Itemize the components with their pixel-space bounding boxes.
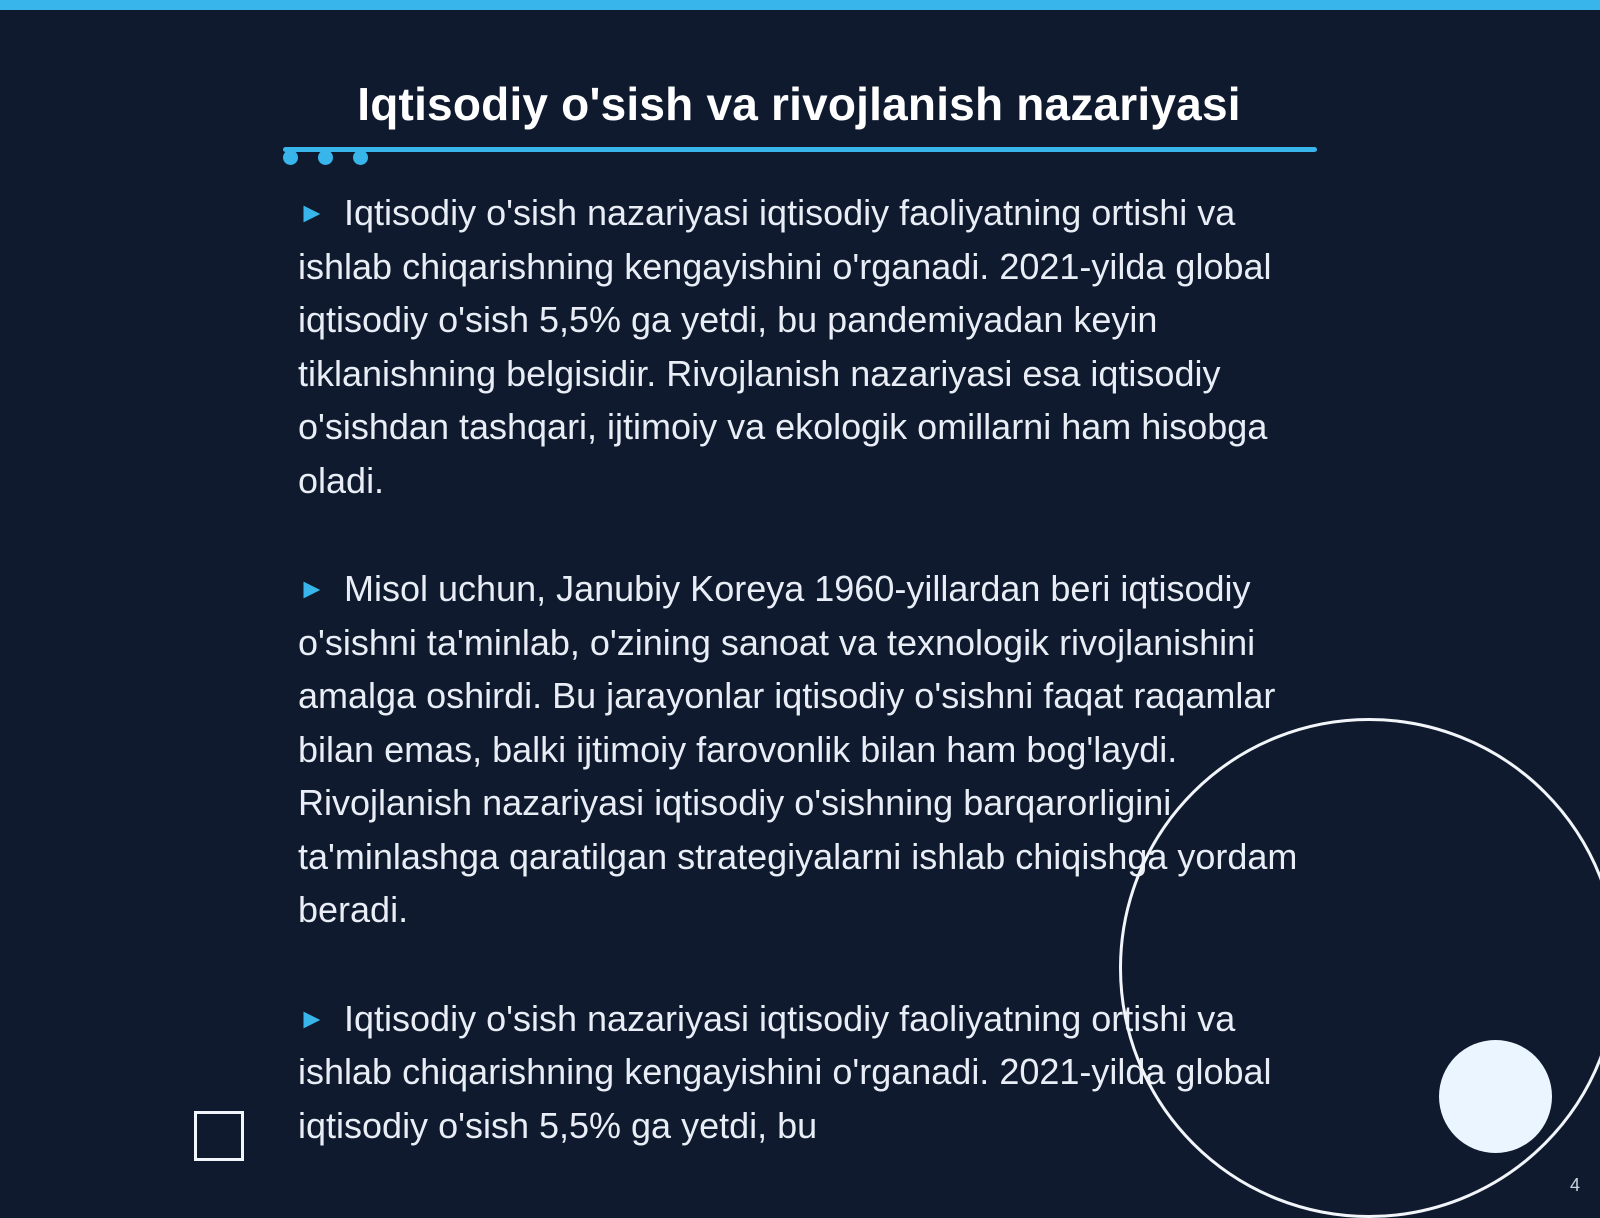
bullet-arrow-icon: ►	[298, 197, 326, 228]
slide-title: Iqtisodiy o'sish va rivojlanish nazariyasi	[357, 78, 1241, 130]
decorative-dot	[283, 150, 298, 165]
slide-content	[298, 186, 1308, 1207]
bullet-paragraph	[298, 562, 1308, 937]
decorative-circle-filled	[1439, 1040, 1552, 1153]
bullet-paragraph	[298, 992, 1308, 1153]
decorative-dot	[318, 150, 333, 165]
top-accent-bar	[0, 0, 1600, 10]
decorative-dot	[353, 150, 368, 165]
bullet-arrow-icon: ►	[298, 573, 326, 604]
page-number: 4	[1569, 1175, 1580, 1195]
bullet-text: Misol uchun, Janubiy Koreya 1960-yillardan beri iqtisodiy o'sishni ta'minlab, o'zining sanoat va texnologik rivojlanishini amalga oshirdi. Bu jarayonlar iqtisodiy o'sishni faqat raqamlar bilan emas, balki ijtimoiy farovonlik bilan ham bog'laydi. Rivojlanish nazariyasi iqtisodiy o'sishning barqarorligini ta'minlashga qaratilgan strategiyalarni ishlab chiqishga yordam beradi.	[298, 568, 1298, 930]
bullet-text: Iqtisodiy o'sish nazariyasi iqtisodiy faoliyatning ortishi va ishlab chiqarishning kengayishini o'rganadi. 2021-yilda global iqtisodiy o'sish 5,5% ga yetdi, bu pandemiyadan keyin tiklanishning belgisidir. Rivojlanish nazariyasi esa iqtisodiy o'sishdan tashqari, ijtimoiy va ekologik omillarni ham hisobga oladi.	[298, 192, 1272, 501]
bullet-arrow-icon: ►	[298, 1002, 326, 1034]
bullet-text: Iqtisodiy o'sish nazariyasi iqtisodiy faoliyatning ortishi va ishlab chiqarishning kengayishini o'rganadi. 2021-yilda global iqtisodiy o'sish 5,5% ga yetdi, bu	[298, 997, 1272, 1146]
bullet-paragraph	[298, 186, 1308, 507]
decorative-square-outline	[194, 1111, 244, 1161]
title-underline	[283, 147, 1317, 152]
